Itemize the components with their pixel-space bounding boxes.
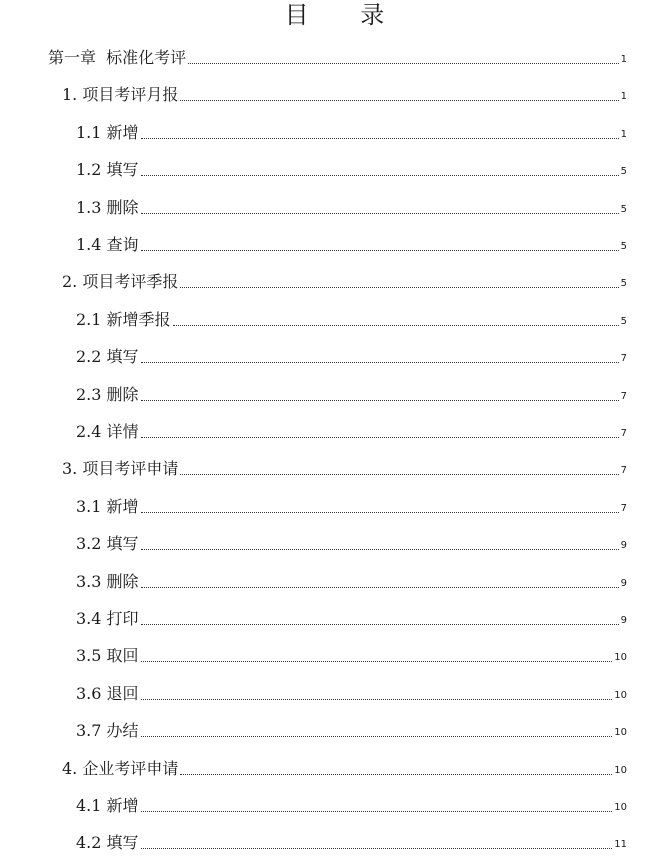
toc-entry[interactable]	[76, 609, 627, 629]
toc-entry-label: 1.4 查询	[76, 235, 139, 254]
toc-entry-page-number: 5	[620, 278, 627, 290]
dot-leader	[141, 549, 619, 550]
toc-entry[interactable]	[62, 85, 627, 105]
toc-entry[interactable]	[76, 385, 627, 405]
dot-leader	[141, 400, 619, 401]
toc-entry-page-number: 10	[614, 802, 627, 813]
toc-entry-page-number: 10	[614, 652, 627, 664]
toc-entry-label: 2.1 新增季报	[76, 309, 171, 329]
dot-leader	[141, 811, 613, 812]
dot-leader	[141, 624, 619, 625]
toc-entry[interactable]	[62, 459, 627, 479]
toc-entry[interactable]	[76, 347, 627, 367]
toc-entry[interactable]	[76, 198, 627, 218]
toc-entry-label: 3.3 删除	[76, 571, 139, 591]
toc-entry-label: 3.6 退回	[76, 683, 139, 703]
toc-entry[interactable]	[76, 534, 627, 554]
toc-entry[interactable]	[76, 721, 627, 741]
dot-leader	[180, 774, 612, 775]
dot-leader	[180, 100, 618, 101]
toc-entry-label: 1.1 新增	[76, 122, 139, 142]
toc-entry-page-number: 1	[620, 128, 627, 140]
dot-leader	[141, 138, 619, 139]
toc-entry-page-number: 7	[620, 502, 627, 514]
toc-entry-label: 3.1 新增	[76, 496, 139, 516]
dot-leader	[141, 661, 613, 662]
toc-entry-label: 4. 企业考评申请	[62, 758, 179, 778]
toc-entry[interactable]	[76, 684, 627, 704]
toc-entry-label: 2.3 删除	[76, 384, 139, 404]
toc-entry-label: 3.5 取回	[76, 646, 139, 666]
dot-leader	[141, 213, 619, 214]
toc-entry-page-number: 1	[620, 54, 627, 65]
dot-leader	[173, 325, 619, 326]
dot-leader	[141, 736, 613, 737]
toc-entry-page-number: 7	[620, 390, 627, 402]
toc-entry-label: 2.4 详情	[76, 422, 139, 441]
toc-entry-page-number: 10	[614, 727, 627, 739]
toc-entry-label: 4.2 填写	[76, 833, 139, 853]
toc-entry[interactable]	[76, 796, 627, 816]
toc-entry-page-number: 7	[620, 428, 627, 439]
toc-entry-page-number: 9	[620, 540, 627, 552]
dot-leader	[141, 512, 619, 513]
toc-entry-label: 3.7 办结	[76, 721, 139, 741]
toc-entry-label: 4.1 新增	[76, 796, 139, 815]
dot-leader	[188, 63, 618, 64]
toc-entry-page-number: 10	[614, 689, 627, 701]
toc-entry[interactable]	[76, 833, 627, 853]
toc-entry-label: 1.2 填写	[76, 160, 139, 180]
toc-entry-label: 3.4 打印	[76, 609, 139, 628]
dot-leader	[180, 287, 618, 288]
toc-entry-label: 2. 项目考评季报	[62, 272, 179, 292]
toc-entry-page-number: 5	[620, 241, 627, 252]
dot-leader	[180, 474, 618, 475]
toc-entry-label: 2.2 填写	[76, 347, 139, 367]
toc-entry-page-number: 1	[620, 91, 627, 103]
dot-leader	[141, 437, 619, 438]
toc-entry-page-number: 9	[620, 615, 627, 626]
toc-entry[interactable]	[48, 48, 627, 68]
toc-entry-page-number: 5	[620, 203, 627, 215]
toc-entry-page-number: 11	[614, 839, 627, 851]
toc-entry-label: 3.2 填写	[76, 534, 139, 554]
dot-leader	[141, 587, 619, 588]
toc-entry-label: 第一章 标准化考评	[48, 48, 187, 67]
toc-entry[interactable]	[76, 235, 627, 255]
toc-entry[interactable]	[62, 272, 627, 292]
toc-entry-label: 1.3 删除	[76, 197, 139, 217]
toc-entry[interactable]	[62, 759, 627, 779]
dot-leader	[141, 250, 619, 251]
page-title: 目 录	[284, 1, 407, 29]
toc-entry[interactable]	[76, 497, 627, 517]
toc-entry-page-number: 9	[620, 577, 627, 589]
toc-entry[interactable]	[76, 646, 627, 666]
toc-entry-page-number: 5	[620, 166, 627, 178]
toc-entry[interactable]	[76, 160, 627, 180]
toc-entry-page-number: 7	[620, 465, 627, 477]
toc-entry-page-number: 5	[620, 315, 627, 327]
toc-entry-label: 3. 项目考评申请	[62, 459, 179, 479]
dot-leader	[141, 175, 619, 176]
dot-leader	[141, 699, 613, 700]
toc-entry[interactable]	[76, 123, 627, 143]
toc-entry[interactable]	[76, 422, 627, 442]
toc-entry-page-number: 7	[620, 353, 627, 365]
dot-leader	[141, 362, 619, 363]
dot-leader	[141, 848, 613, 849]
toc-entry-label: 1. 项目考评月报	[62, 85, 179, 105]
toc-entry[interactable]	[76, 572, 627, 592]
toc-entry[interactable]	[76, 310, 627, 330]
toc-entry-page-number: 10	[614, 764, 627, 776]
